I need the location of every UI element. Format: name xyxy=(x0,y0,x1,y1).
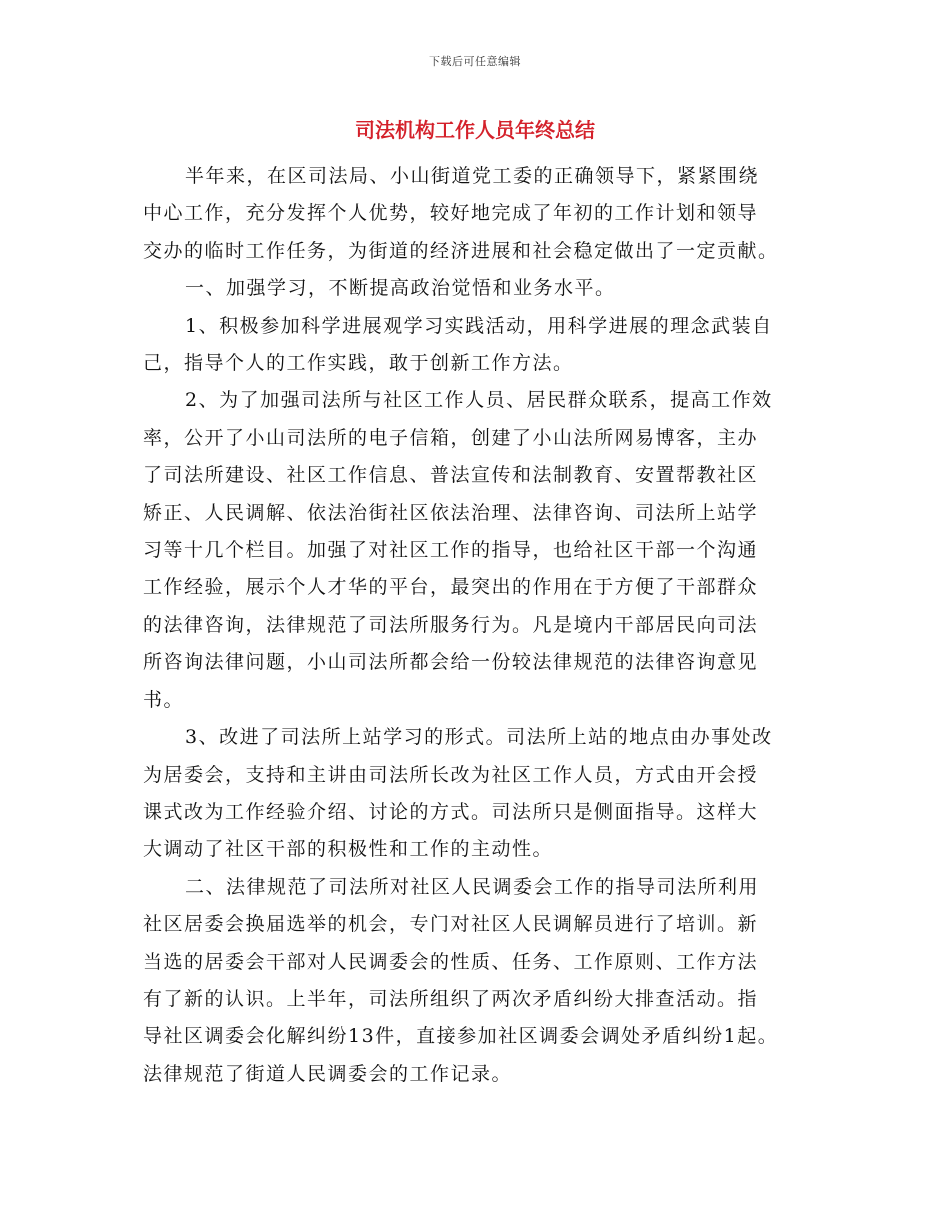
paragraph-line: 所咨询法律问题，小山司法所都会给一份较法律规范的法律咨询意见 xyxy=(143,651,759,674)
paragraph-line: 大调动了社区干部的积极性和工作的主动性。 xyxy=(143,838,554,861)
paragraph-line: 矫正、人民调解、依法治街社区依法治理、法律咨询、司法所上站学 xyxy=(143,501,759,524)
paragraph-line: 2、为了加强司法所与社区工作人员、居民群众联系，提高工作效 xyxy=(185,389,773,412)
document-body xyxy=(143,158,811,1093)
paragraph-line: 的法律咨询，法律规范了司法所服务行为。凡是境内干部居民向司法 xyxy=(143,613,759,636)
document-title: 司法机构工作人员年终总结 xyxy=(355,118,595,142)
paragraph-line: 一、加强学习，不断提高政治觉悟和业务水平。 xyxy=(185,277,616,300)
paragraph-line: 法律规范了街道人民调委会的工作记录。 xyxy=(143,1062,513,1085)
paragraph-line: 半年来，在区司法局、小山街道党工委的正确领导下，紧紧围绕 xyxy=(185,165,760,187)
paragraph-line: 1、积极参加科学进展观学习实践活动，用科学进展的理念武装自 xyxy=(185,314,773,337)
paragraph-line: 了司法所建设、社区工作信息、普法宣传和法制教育、安置帮教社区 xyxy=(143,464,759,487)
paragraph-line: 己，指导个人的工作实践，敢于创新工作方法。 xyxy=(143,352,574,375)
paragraph-line: 习等十几个栏目。加强了对社区工作的指导，也给社区干部一个沟通 xyxy=(143,539,759,562)
page-header: 下载后可任意编辑 xyxy=(429,55,521,68)
paragraph-line: 书。 xyxy=(143,688,185,711)
paragraph-line: 当选的居委会干部对人民调委会的性质、任务、工作原则、工作方法 xyxy=(143,950,759,973)
paragraph-line: 有了新的认识。上半年，司法所组织了两次矛盾纠纷大排查活动。指 xyxy=(143,987,759,1010)
paragraph-line: 为居委会，支持和主讲由司法所长改为社区工作人员，方式由开会授 xyxy=(143,763,759,786)
paragraph-line: 工作经验，展示个人才华的平台，最突出的作用在于方便了干部群众 xyxy=(143,576,759,599)
paragraph-line: 社区居委会换届选举的机会，专门对社区人民调解员进行了培训。新 xyxy=(143,913,759,936)
paragraph-line: 交办的临时工作任务，为街道的经济进展和社会稳定做出了一定贡献。 xyxy=(143,239,779,262)
paragraph-line: 中心工作，充分发挥个人优势，较好地完成了年初的工作计划和领导 xyxy=(143,202,759,225)
paragraph-line: 二、法律规范了司法所对社区人民调委会工作的指导司法所利用 xyxy=(185,875,760,898)
paragraph-line: 导社区调委会化解纠纷13件，直接参加社区调委会调处矛盾纠纷1起。 xyxy=(143,1025,779,1048)
paragraph-line: 课式改为工作经验介绍、讨论的方式。司法所只是侧面指导。这样大 xyxy=(143,800,759,823)
paragraph-line: 3、改进了司法所上站学习的形式。司法所上站的地点由办事处改 xyxy=(185,726,773,749)
paragraph-line: 率，公开了小山司法所的电子信箱，创建了小山法所网易博客，主办 xyxy=(143,426,759,449)
